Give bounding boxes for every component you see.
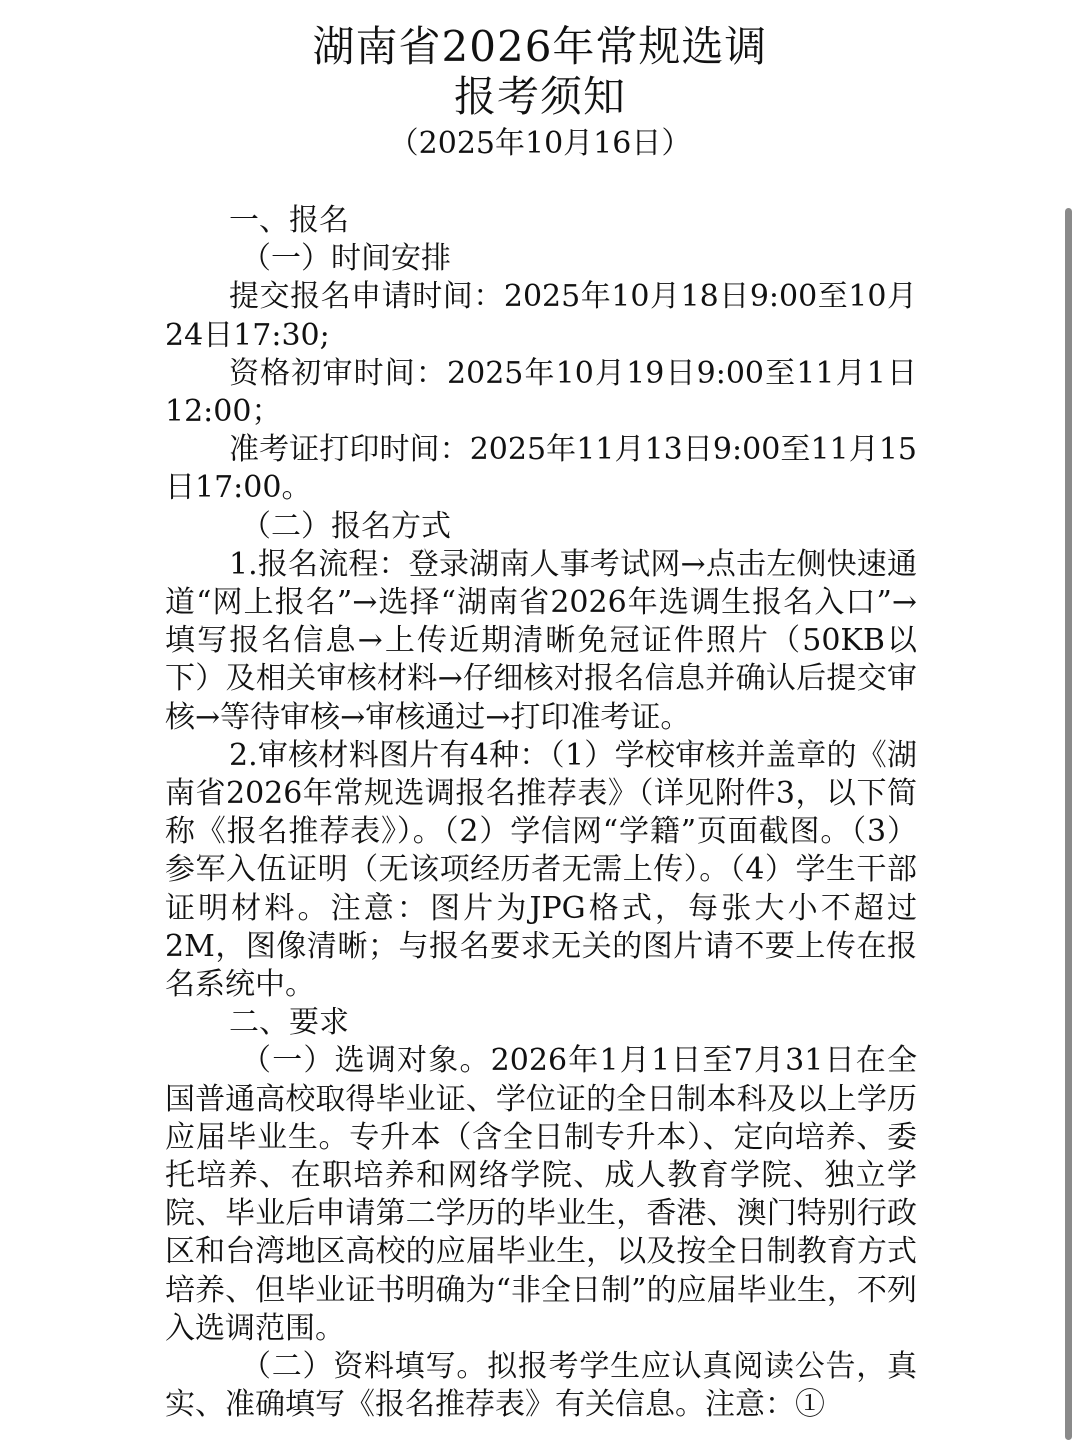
paragraph-form-filling: （二）资料填写。拟报考学生应认真阅读公告，真实、准确填写《报名推荐表》有关信息。注意：① [165, 1349, 917, 1423]
heading-requirements: 二、要求 [229, 1005, 349, 1041]
paragraph-registration-process: 1.报名流程：登录湖南人事考试网→点击左侧快速通道“网上报名”→选择“湖南省2026年选调生报名入口”→填写报名信息→上传近期清晰免冠证件照片（50KB以下）及相关审核材料→仔细核对报名信息并确认后提交审核→等待审核→审核通过→打印准考证。 [165, 546, 917, 735]
paragraph-submit-time: 提交报名申请时间：2025年10月18日9:00至10月24日17:30; [165, 279, 917, 353]
vertical-scrollbar[interactable] [1065, 208, 1072, 1440]
paragraph-review-time: 资格初审时间：2025年10月19日9:00至11月1日12:00； [165, 355, 917, 430]
paragraph-review-materials: 2.审核材料图片有4种：（1）学校审核并盖章的《湖南省2026年常规选调报名推荐表》（详见附件3，以下简称《报名推荐表》）。（2）学信网“学籍”页面截图。（3）参军入伍证明（无该项经历者无需上传）。（4）学生干部证明材料。注意：图片为JPG格式，每张大小不超过2M，图像清晰；与报名要求无关的图片请不要上传在报名系统中。 [165, 737, 917, 1003]
document-subtitle: 报考须知 [453, 72, 626, 121]
subheading-registration-method: （二）报名方式 [241, 508, 451, 544]
subheading-schedule: （一）时间安排 [241, 241, 451, 277]
document-date: （2025年10月16日） [388, 126, 692, 161]
paragraph-selection-target: （一）选调对象。2026年1月1日至7月31日在全国普通高校取得毕业证、学位证的全日制本科及以上学历应届毕业生。专升本（含全日制专升本）、定向培养、委托培养、在职培养和网络学院、成人教育学院、独立学院、毕业后申请第二学历的毕业生，香港、澳门特别行政区和台湾地区高校的应届毕业生，以及按全日制教育方式培养、但毕业证书明确为“非全日制”的应届毕业生，不列入选调范围。 [165, 1043, 917, 1346]
document-title: 湖南省2026年常规选调 [312, 22, 768, 71]
heading-registration: 一、报名 [229, 203, 349, 238]
paragraph-admission-print-time: 准考证打印时间：2025年11月13日9:00至11月15日17:00。 [165, 432, 917, 506]
document-body [165, 202, 917, 1425]
